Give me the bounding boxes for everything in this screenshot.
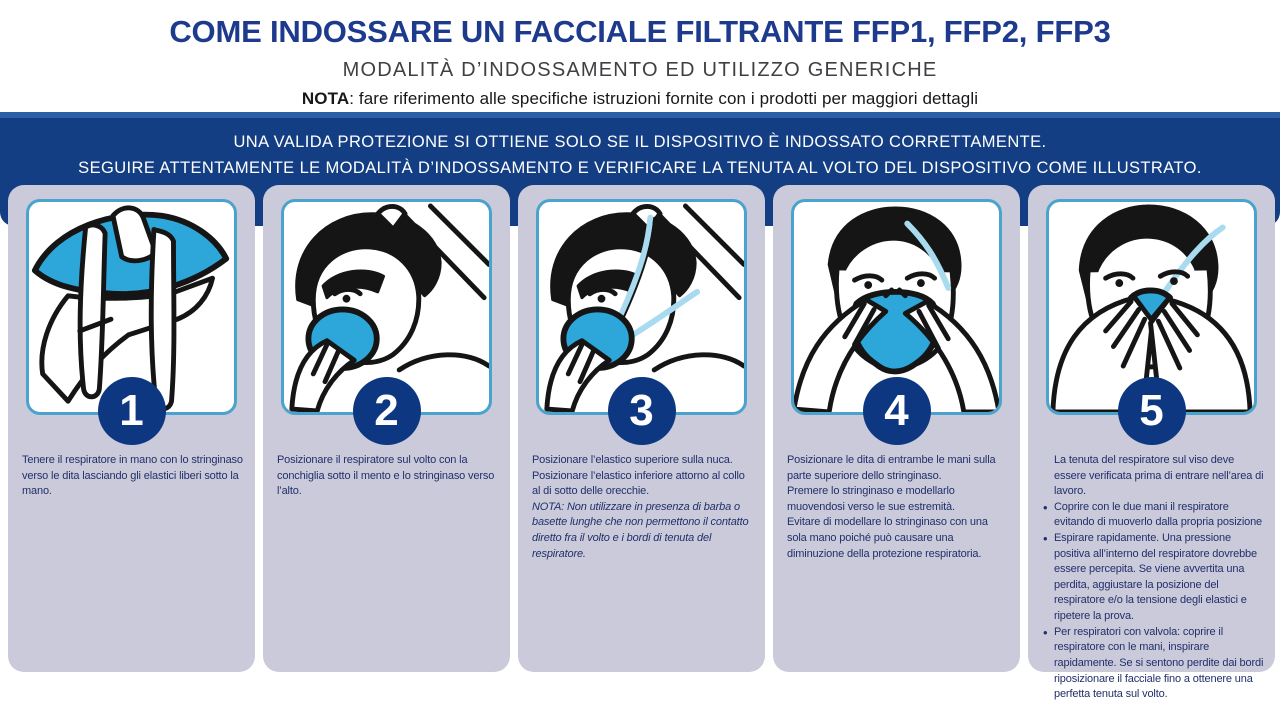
step-5-number-badge: 5 <box>1118 377 1186 445</box>
step-4-text <box>787 453 1010 562</box>
step-4-number-badge: 4 <box>863 377 931 445</box>
step-5-intro: La tenuta del respiratore sul viso deve essere verificata prima di entrare nell’area di lavoro. <box>1054 454 1264 498</box>
page-title: COME INDOSSARE UN FACCIALE FILTRANTE FFP1, FFP2, FFP3 <box>169 14 1111 49</box>
step-4-paragraph-1: Posizionare le dita di entrambe le mani sulla parte superiore dello stringinaso. <box>787 454 996 482</box>
step-3-number-badge: 3 <box>608 377 676 445</box>
step-panel-1 <box>8 185 255 672</box>
step-5-bullet-3: • Per respiratori con valvola: coprire il respiratore con le mani, inspirare rapidamente. Se si sentono perdite dai bordi riposizionare il facciale fino a ottenere una perfetta tenuta sul volto. <box>1054 625 1265 703</box>
step-5-bullet-2: • Espirare rapidamente. Una pressione positiva all’interno del respiratore dovrebbe essere percepita. Se viene avvertita una perdita, aggiustare la posizione del respiratore e/o la tensione degli elastici e ripetere la prova. <box>1054 531 1265 625</box>
step-4-paragraph-2: Premere lo stringinaso e modellarlo muovendosi verso le sue estremità. <box>787 485 955 513</box>
header-note-text: : fare riferimento alle specifiche istruzioni fornite con i prodotti per maggiori dettagli <box>349 88 979 108</box>
banner-line-2: SEGUIRE ATTENTAMENTE LE MODALITÀ D’INDOSSAMENTO E VERIFICARE LA TENUTA AL VOLTO DEL DISPOSITIVO COME ILLUSTRATO. <box>78 159 1202 177</box>
header-note-label: NOTA <box>301 88 350 108</box>
step-5-text <box>1042 453 1265 703</box>
step-5-bullet-list <box>1042 500 1265 703</box>
step-2-text <box>277 453 500 500</box>
step-panel-3 <box>518 185 765 672</box>
step-4-paragraph-3: Evitare di modellare lo stringinaso con una sola mano poiché può causare una diminuzione della protezione respiratoria. <box>787 516 988 560</box>
step-panel-2 <box>263 185 510 672</box>
page-subtitle: MODALITÀ D’INDOSSAMENTO ED UTILIZZO GENERICHE <box>342 58 938 81</box>
step-panel-5 <box>1028 185 1275 701</box>
step-panel-4 <box>773 185 1020 672</box>
step-3-paragraph: Posizionare l’elastico superiore sulla nuca. Posizionare l’elastico inferiore attorno al collo al di sotto delle orecchie. <box>532 454 745 498</box>
steps-row <box>8 185 1275 701</box>
banner-line-1: UNA VALIDA PROTEZIONE SI OTTIENE SOLO SE IL DISPOSITIVO È INDOSSATO CORRETTAMENTE. <box>233 133 1047 151</box>
step-1-number-badge: 1 <box>98 377 166 445</box>
step-3-note: NOTA: Non utilizzare in presenza di barba o basette lunghe che non permettono il contatto diretto fra il volto e i bordi di tenuta del respiratore. <box>532 500 749 560</box>
step-2-number-badge: 2 <box>353 377 421 445</box>
step-1-paragraph: Tenere il respiratore in mano con lo stringinaso verso le dita lasciando gli elastici liberi sotto la mano. <box>22 454 243 498</box>
header-note <box>0 89 1280 109</box>
step-3-text <box>532 453 755 562</box>
step-5-bullet-1: • Coprire con le due mani il respiratore evitando di muoverlo dalla propria posizione <box>1054 500 1265 531</box>
header <box>0 14 1280 109</box>
step-2-paragraph: Posizionare il respiratore sul volto con la conchiglia sotto il mento e lo stringinaso verso l’alto. <box>277 454 495 498</box>
step-1-text <box>22 453 245 500</box>
